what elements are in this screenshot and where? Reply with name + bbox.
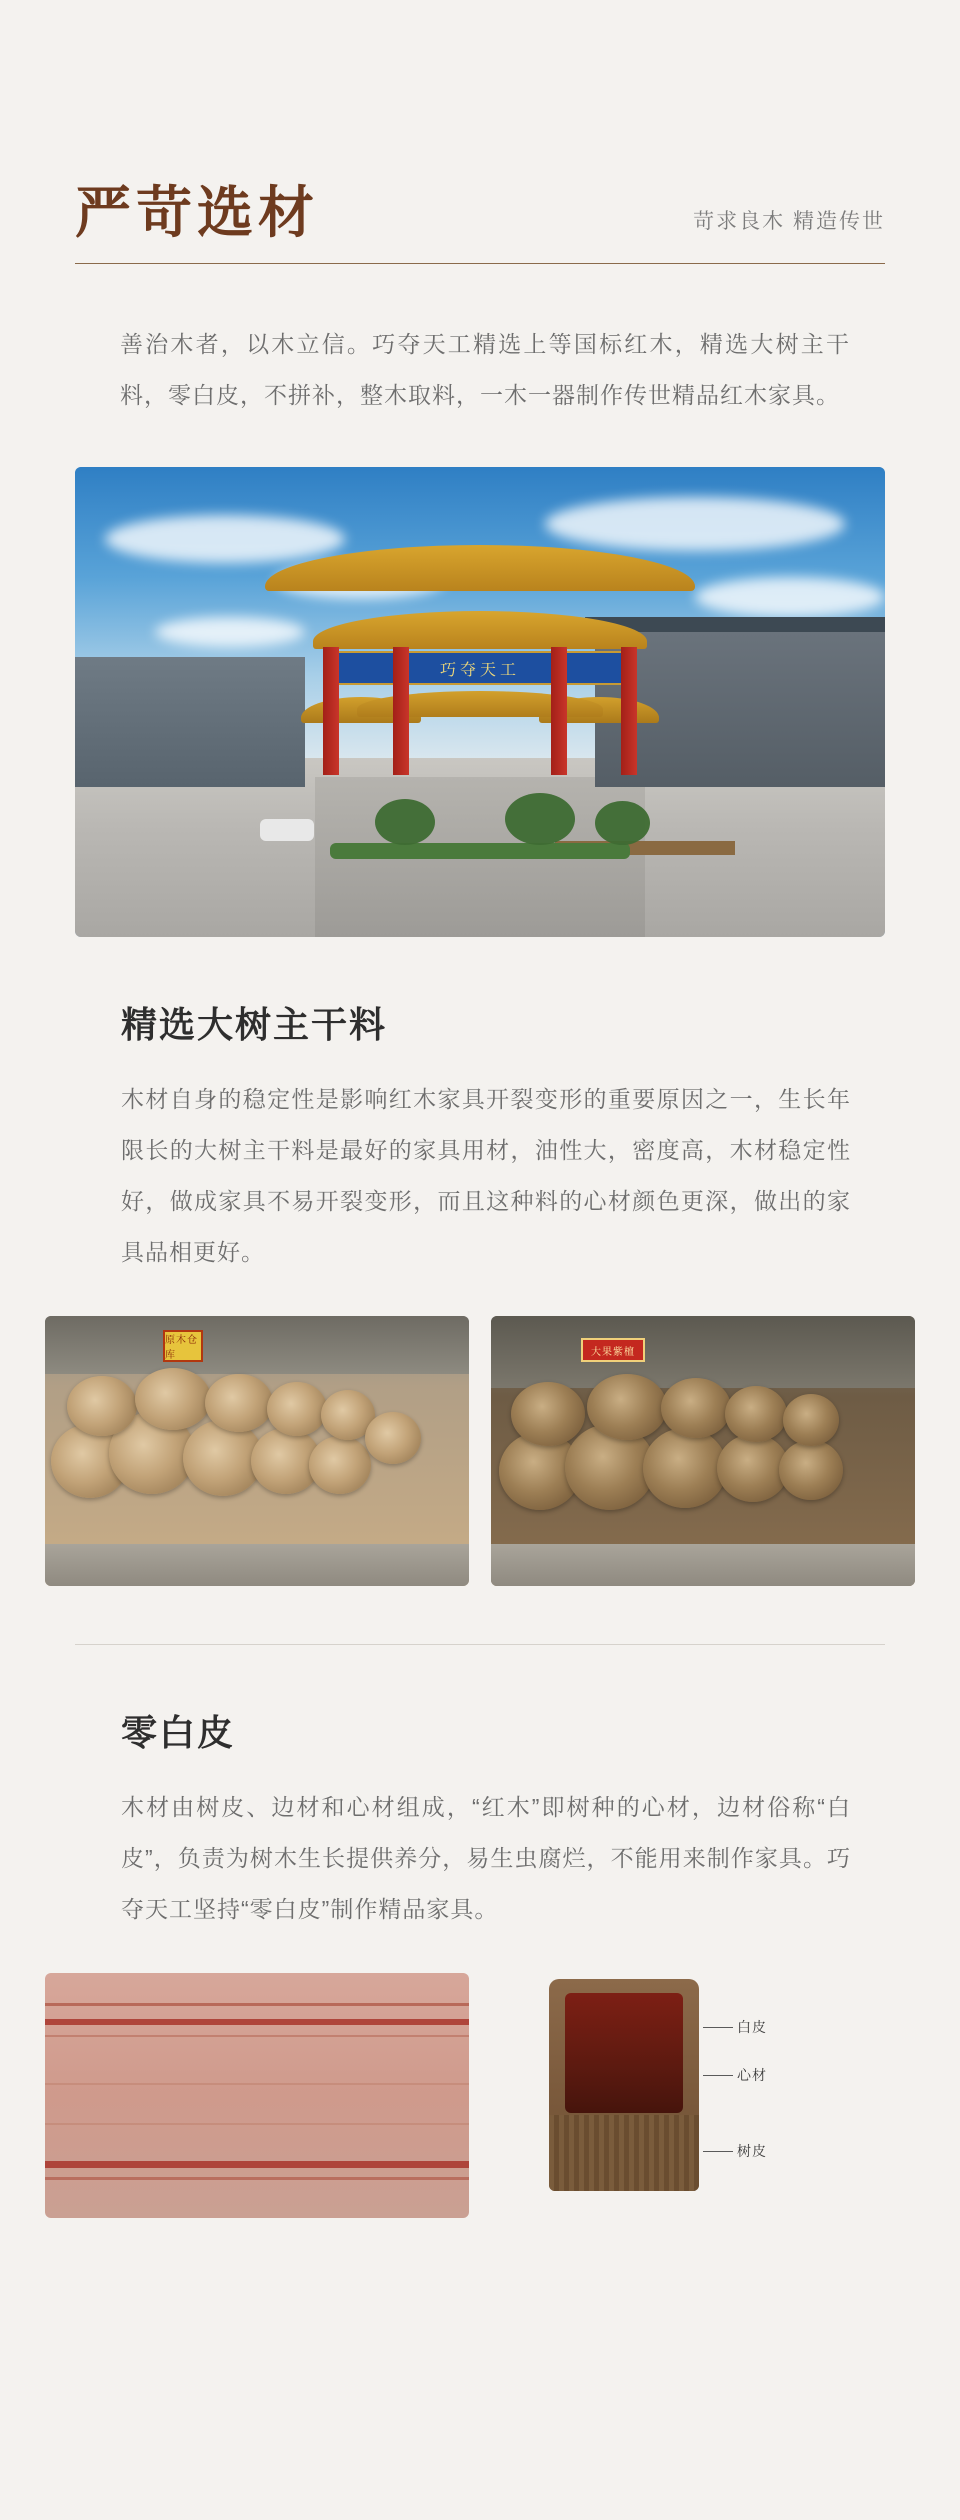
section-title: 零白皮 (121, 1712, 236, 1754)
wood-grain-line (45, 2123, 469, 2125)
log-image-pair (45, 1316, 915, 1586)
log-end (205, 1374, 273, 1432)
cloud-shape (695, 577, 885, 617)
intro-paragraph: 善治木者，以木立信。巧夺天工精选上等国标红木，精选大树主干料，零白皮，不拼补，整木取料，一木一器制作传世精品红木家具。 (120, 331, 850, 408)
section-body: 木材由树皮、边材和心材组成，“红木”即树种的心材，边材俗称“白皮”，负责为树木生长提供养分，易生虫腐烂，不能用来制作家具。巧夺天工坚持“零白皮”制作精品家具。 (121, 1794, 851, 1922)
log-end (779, 1440, 843, 1500)
tree (375, 799, 435, 845)
wood-board-image (45, 1973, 469, 2218)
gate-signboard-text: 巧夺天工 (439, 659, 520, 679)
log-end (135, 1368, 211, 1430)
warehouse-sign: 原木仓库 (163, 1330, 203, 1362)
gate-pillar (393, 647, 409, 775)
gate-pillar (551, 647, 567, 775)
trunk-label-heartwood: 心材 (737, 2067, 767, 2083)
section-title: 精选大树主干料 (121, 1004, 388, 1046)
log-end (661, 1378, 731, 1438)
page-title: 严苛选材 (75, 180, 319, 246)
trunk-label-bark: 树皮 (737, 2143, 767, 2159)
gate-signboard (325, 651, 635, 685)
cloud-shape (545, 497, 845, 551)
wood-grain-line (45, 2161, 469, 2168)
section-body: 木材自身的稳定性是影响红木家具开裂变形的重要原因之一，生长年限长的大树主干料是最好的家具用材，油性大，密度高，木材稳定性好，做成家具不易开裂变形，而且这种料的心材颜色更深，做出的家具品相更好。 (121, 1086, 851, 1265)
log-end (67, 1376, 137, 1436)
log-end (783, 1394, 839, 1446)
log-end (587, 1374, 667, 1440)
parked-car (260, 819, 314, 841)
log-end (365, 1412, 421, 1464)
gate-roof-top (265, 545, 695, 591)
wood-grain-line (45, 2035, 469, 2037)
trunk-label-sapwood: 白皮 (737, 2019, 767, 2035)
trunk-bark (549, 2115, 699, 2191)
section-trunk-material (75, 997, 885, 1278)
tree (595, 801, 650, 845)
trunk-cross-section-image (491, 1973, 915, 2218)
wood-grain-line (45, 2083, 469, 2085)
hedge (330, 843, 630, 859)
log-end (725, 1386, 787, 1442)
trunk-heartwood (565, 1993, 683, 2113)
gate-pillar (621, 647, 637, 775)
bottom-image-pair (45, 1973, 915, 2218)
log-end (309, 1436, 371, 1494)
header-row (75, 180, 885, 264)
page-header (75, 0, 885, 264)
wood-grain-line (45, 2177, 469, 2180)
log-yard-image-2 (491, 1316, 915, 1586)
log-yard-image-1 (45, 1316, 469, 1586)
log-end (511, 1382, 585, 1446)
warehouse-floor (491, 1544, 915, 1586)
hero-image-wrap (75, 467, 885, 937)
log-end (267, 1382, 327, 1436)
section-divider (75, 1644, 885, 1645)
warehouse-floor (45, 1544, 469, 1586)
wood-grain-line (45, 2019, 469, 2025)
gate-roof-middle (313, 611, 647, 649)
log-end (643, 1428, 727, 1508)
tree (505, 793, 575, 845)
hero-image-factory-gate (75, 467, 885, 937)
warehouse-sign: 大果紫檀 (581, 1338, 645, 1362)
warehouse-roof (45, 1316, 469, 1374)
section-zero-sapwood (75, 1705, 885, 1935)
memorial-gate (265, 545, 695, 775)
warehouse-roof (491, 1316, 915, 1388)
page-subtitle: 苛求良木 精造传世 (693, 210, 885, 233)
wood-grain-line (45, 2003, 469, 2006)
gate-pillar (323, 647, 339, 775)
